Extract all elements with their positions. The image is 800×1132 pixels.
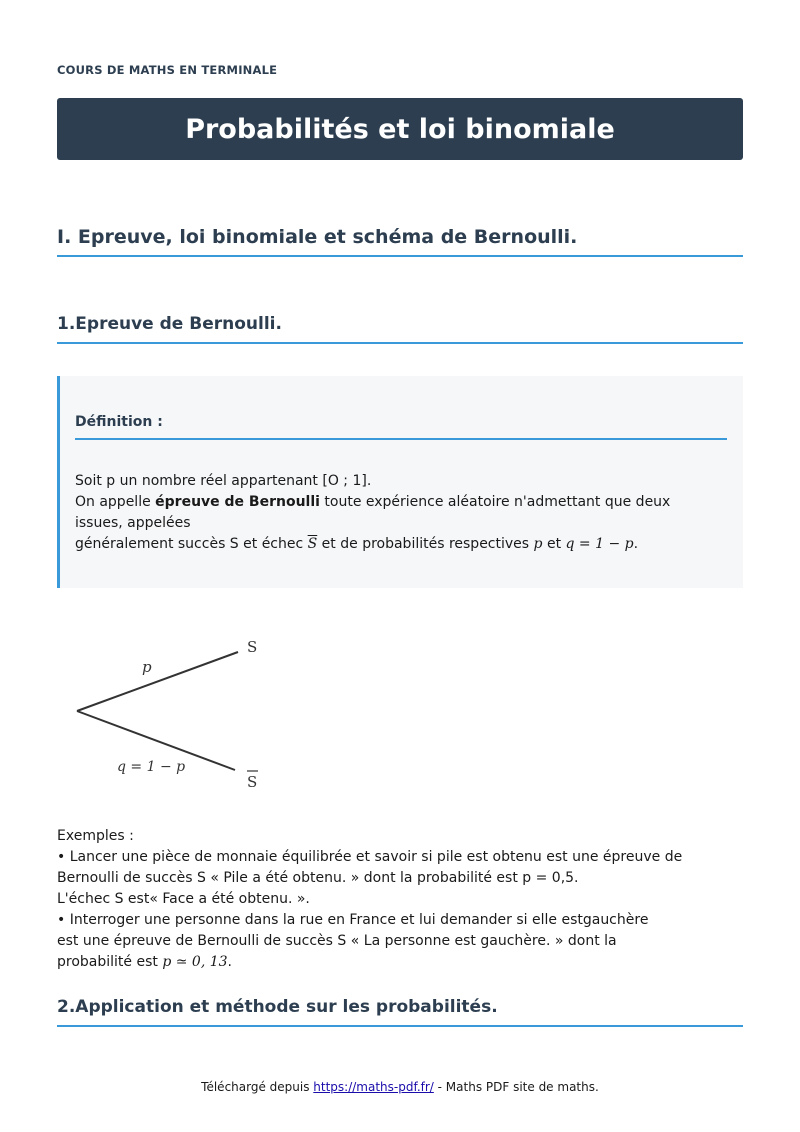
subsection-heading-1: 1.Epreuve de Bernoulli. xyxy=(57,314,743,344)
math-p: p xyxy=(533,536,543,552)
tree-leaf-success: S xyxy=(247,638,258,656)
footer-text: - Maths PDF site de maths. xyxy=(433,1080,599,1094)
tree-leaf-failure: S xyxy=(247,773,258,791)
definition-title: Définition : xyxy=(75,414,727,440)
title-banner xyxy=(57,98,743,160)
example-line: L'échec S est« Face a été obtenu. ». xyxy=(57,891,310,907)
bold-term: épreuve de Bernoulli xyxy=(155,494,320,510)
definition-line xyxy=(75,534,715,555)
text-span: . xyxy=(227,954,232,970)
text-span: généralement succès S et échec xyxy=(75,536,308,552)
text-span: et xyxy=(542,536,566,552)
text-span: toute expérience aléatoire n'admettant que deux issues, appelées xyxy=(75,494,671,531)
tree-branch-top xyxy=(77,652,238,711)
math-formula: q = 1 − p xyxy=(565,536,634,552)
section-heading-1: I. Epreuve, loi binomiale et schéma de Bernoulli. xyxy=(57,226,743,257)
example-line xyxy=(57,952,747,973)
example-line: • Interroger une personne dans la rue en France et lui demander si elle estgauchère xyxy=(57,912,649,928)
s-bar-symbol: $\overline{S}$ xyxy=(307,536,318,552)
definition-box xyxy=(57,376,743,588)
footer-text: Téléchargé depuis xyxy=(201,1080,314,1094)
tree-label-p: p xyxy=(142,658,152,676)
text-span: . xyxy=(633,536,639,552)
footer xyxy=(0,1080,800,1094)
probability-tree-diagram xyxy=(70,630,280,795)
examples-block xyxy=(57,826,747,973)
text-span: On appelle xyxy=(75,494,156,510)
definition-body xyxy=(75,471,715,555)
example-line: • Lancer une pièce de monnaie équilibrée et savoir si pile est obtenu est une épreuve de xyxy=(57,849,683,865)
subsection-heading-2: 2.Application et méthode sur les probabilités. xyxy=(57,997,743,1027)
tree-label-q: q = 1 − p xyxy=(117,759,186,775)
course-kicker: COURS DE MATHS EN TERMINALE xyxy=(57,63,278,77)
definition-line xyxy=(75,492,715,534)
footer-link[interactable]: https://maths-pdf.fr/ xyxy=(313,1080,434,1094)
example-line: Bernoulli de succès S « Pile a été obtenu. » dont la probabilité est p = 0,5. xyxy=(57,870,579,886)
examples-heading: Exemples : xyxy=(57,828,134,844)
example-line: est une épreuve de Bernoulli de succès S « La personne est gauchère. » dont la xyxy=(57,933,617,949)
math-formula: p ≃ 0, 13 xyxy=(162,954,228,970)
text-span: probabilité est xyxy=(57,954,163,970)
definition-line: Soit p un nombre réel appartenant [O ; 1]. xyxy=(75,473,372,489)
page-title: Probabilités et loi binomiale xyxy=(185,113,615,145)
text-span: et de probabilités respectives xyxy=(317,536,534,552)
